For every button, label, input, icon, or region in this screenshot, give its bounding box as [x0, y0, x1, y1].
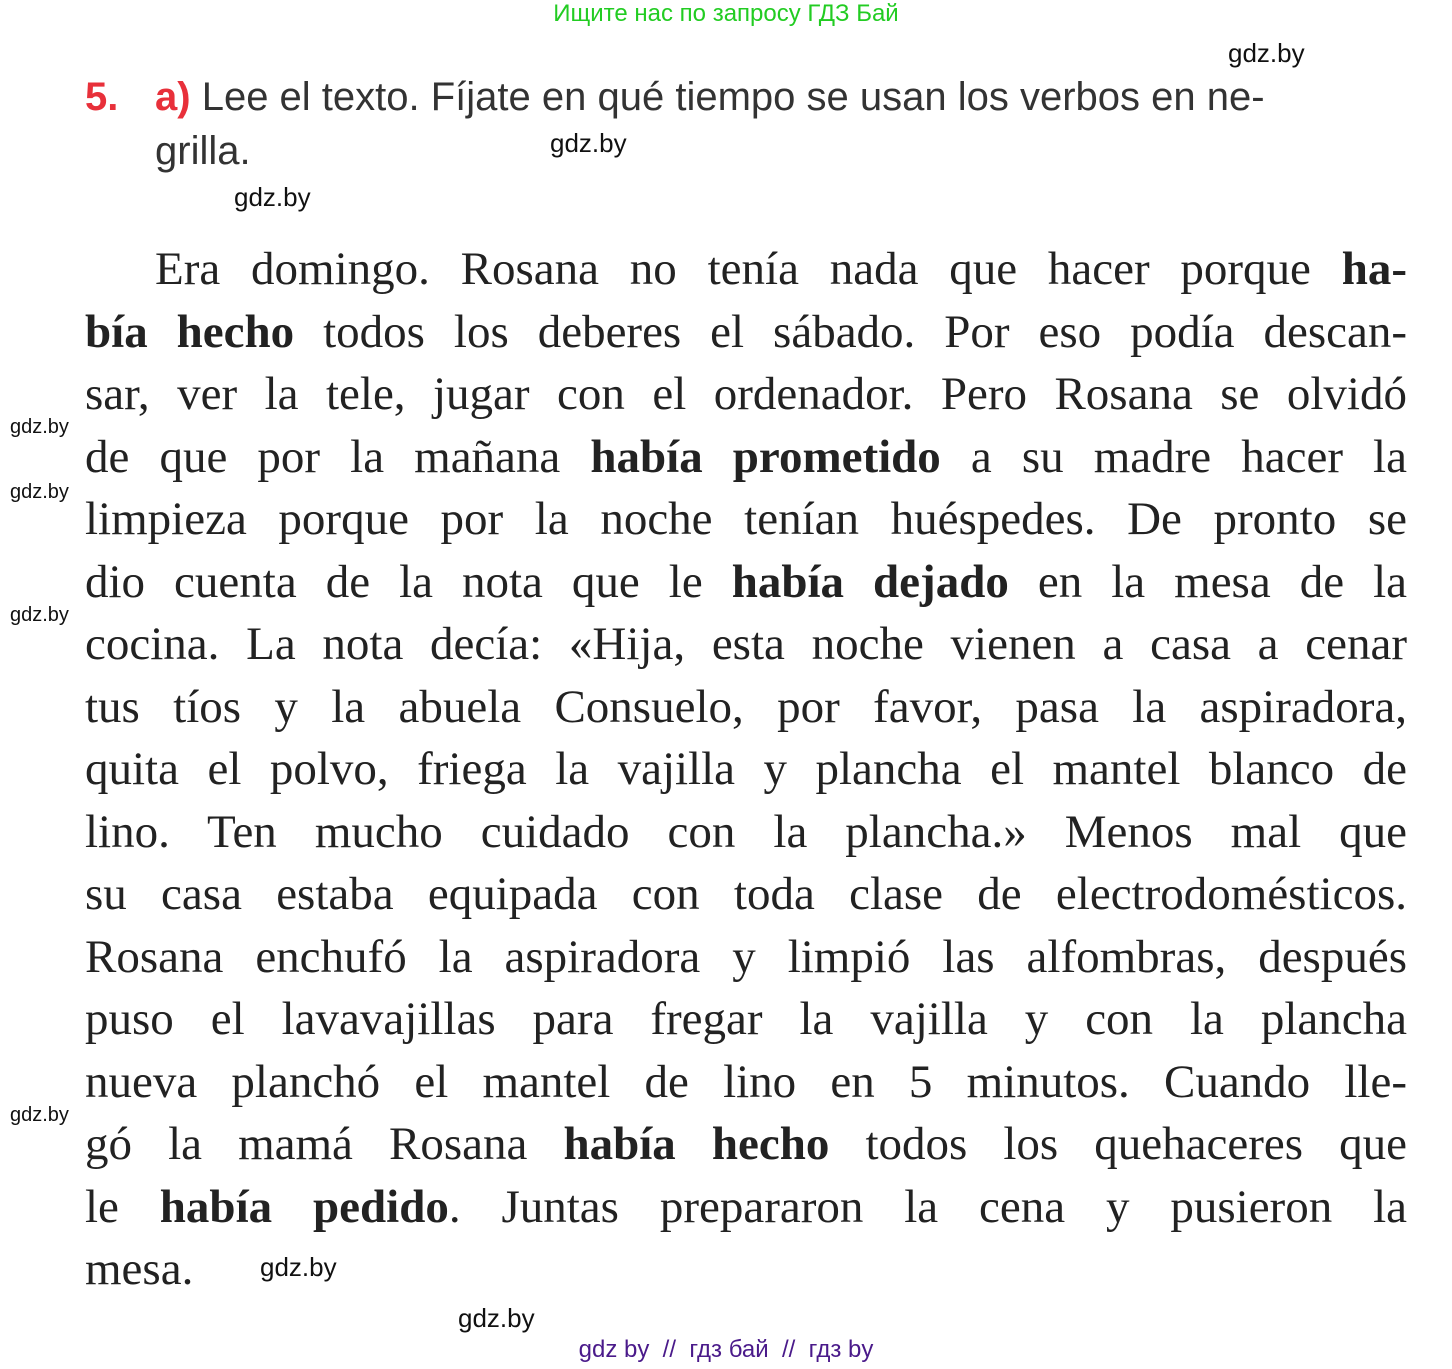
text-segment: nueva planchó el mantel de lino en 5 minutos. Cuando lle-: [85, 1055, 1407, 1108]
text-line: [85, 1176, 1407, 1239]
text-line: [85, 863, 1407, 926]
search-banner: Ищите нас по запросу ГДЗ Бай: [553, 0, 899, 27]
text-segment: quita el polvo, friega la vajilla y plancha el mantel blanco de: [85, 743, 1407, 795]
watermark: gdz.by: [10, 481, 69, 503]
text-line: [85, 551, 1407, 614]
text-line: [85, 301, 1407, 364]
text-line: [85, 488, 1407, 551]
text-line: [85, 1051, 1407, 1114]
bold-verb: había hecho: [563, 1118, 830, 1170]
text-segment: en la mesa de la: [1008, 555, 1407, 608]
text-segment: Era domingo. Rosana no tenía nada que hacer porque: [155, 243, 1342, 295]
text-segment: puso el lavavajillas para fregar la vajilla y con la plancha: [85, 993, 1407, 1045]
bold-verb: ha-: [1341, 243, 1407, 295]
bold-verb: había prometido: [590, 430, 941, 483]
text-segment: le: [85, 1180, 160, 1233]
text-segment: cocina. La nota decía: «Hija, esta noche vienen a casa a cenar: [85, 618, 1407, 670]
text-segment: de que por la mañana: [85, 430, 591, 483]
footer-links: gdz by // гдз бай // гдз by: [578, 1336, 874, 1363]
text-line: [85, 238, 1407, 301]
task-part: a): [155, 75, 191, 119]
text-segment: todos los quehaceres que: [829, 1118, 1407, 1170]
text-line: [85, 1113, 1407, 1176]
text-segment: sar, ver la tele, jugar con el ordenador. Pero Rosana se olvidó: [85, 368, 1407, 420]
text-segment: Rosana enchufó la aspiradora y limpió las alfombras, después: [85, 930, 1407, 983]
bold-verb: había dejado: [731, 555, 1009, 608]
watermark: gdz.by: [458, 1303, 535, 1333]
bold-verb: bía hecho: [85, 305, 295, 358]
text-segment: limpieza porque por la noche tenían huéspedes. De pronto se: [85, 493, 1407, 545]
task-number: 5.: [85, 75, 119, 119]
text-segment: . Juntas prepararon la cena y pusieron la: [448, 1180, 1407, 1233]
text-line: [85, 988, 1407, 1051]
text-segment: dio cuenta de la nota que le: [85, 555, 732, 608]
watermark: gdz.by: [234, 182, 311, 212]
text-segment: su casa estaba equipada con toda clase de electrodomésticos.: [85, 868, 1407, 920]
text-segment: tus tíos y la abuela Consuelo, por favor, pasa la aspiradora,: [85, 680, 1407, 733]
watermark: gdz.by: [260, 1252, 337, 1282]
text-line: [85, 363, 1407, 426]
text-line: [85, 613, 1407, 676]
reading-text: [85, 238, 1407, 1301]
watermark: gdz.by: [10, 604, 69, 626]
watermark: gdz.by: [10, 416, 69, 438]
text-line: [85, 926, 1407, 989]
task-instruction-cont: grilla.: [155, 129, 251, 173]
text-line: [85, 676, 1407, 739]
text-line: [85, 426, 1407, 489]
text-line: [85, 801, 1407, 864]
text-line: [85, 738, 1407, 801]
text-segment: todos los deberes el sábado. Por eso podía descan-: [294, 305, 1407, 358]
text-segment: mesa.: [85, 1243, 194, 1295]
task-heading: [85, 70, 1407, 178]
bold-verb: había pedido: [159, 1180, 449, 1233]
watermark: gdz.by: [1228, 38, 1305, 68]
task-instruction: Lee el texto. Fíjate en qué tiempo se usan los verbos en ne-: [201, 75, 1265, 119]
watermark: gdz.by: [10, 1104, 69, 1126]
text-segment: a su madre hacer la: [940, 430, 1407, 483]
watermark: gdz.by: [550, 128, 627, 158]
text-segment: gó la mamá Rosana: [85, 1118, 564, 1170]
text-segment: lino. Ten mucho cuidado con la plancha.» Menos mal que: [85, 805, 1407, 858]
